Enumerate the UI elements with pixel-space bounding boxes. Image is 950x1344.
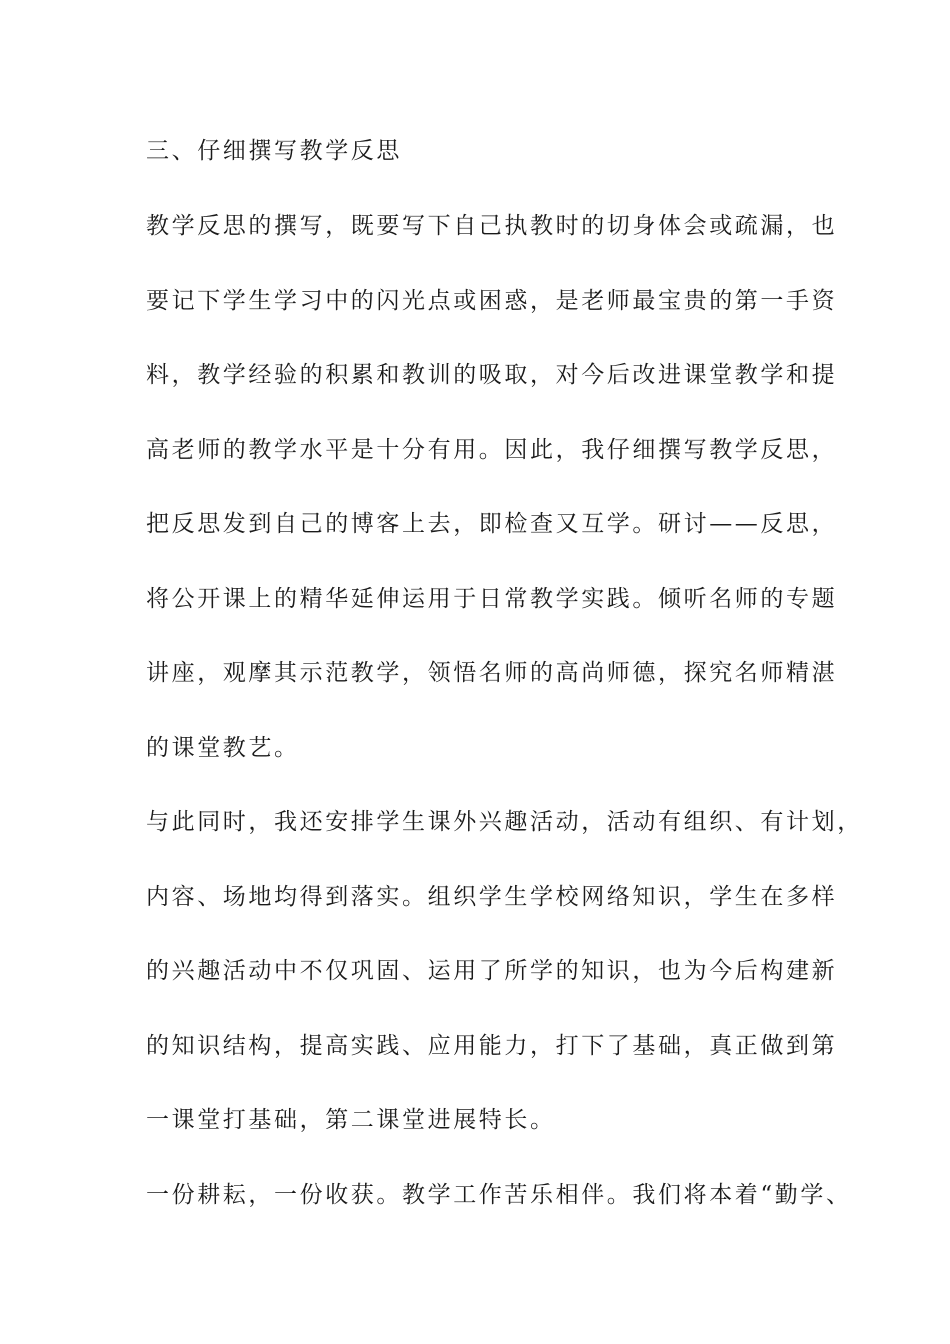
paragraph-line: 教学反思的撰写，既要写下自己执教时的切身体会或疏漏，也 — [146, 213, 838, 239]
paragraph-line: 一课堂打基础，第二课堂进展特长。 — [146, 1107, 556, 1133]
paragraph-line: 要记下学生学习中的闪光点或困惑，是老师最宝贵的第一手资 — [146, 288, 838, 314]
paragraph-line: 一份耕耘，一份收获。教学工作苦乐相伴。我们将本着“勤学、 — [146, 1182, 852, 1208]
paragraph-line: 将公开课上的精华延伸运用于日常教学实践。倾听名师的专题 — [146, 586, 838, 612]
section-heading: 三、仔细撰写教学反思 — [146, 138, 402, 164]
paragraph-line: 的课堂教艺。 — [146, 735, 300, 761]
paragraph-line: 的兴趣活动中不仅巩固、运用了所学的知识，也为今后构建新 — [146, 958, 838, 984]
paragraph-line: 把反思发到自己的博客上去，即检查又互学。研讨——反思， — [146, 511, 838, 537]
paragraph-line: 内容、场地均得到落实。组织学生学校网络知识，学生在多样 — [146, 884, 838, 910]
paragraph-line: 讲座，观摩其示范教学，领悟名师的高尚师德，探究名师精湛 — [146, 660, 838, 686]
paragraph-line: 与此同时，我还安排学生课外兴趣活动，活动有组织、有计划， — [146, 809, 863, 835]
paragraph-line: 高老师的教学水平是十分有用。因此，我仔细撰写教学反思， — [146, 437, 838, 463]
paragraph-line: 料，教学经验的积累和教训的吸取，对今后改进课堂教学和提 — [146, 362, 838, 388]
paragraph-line: 的知识结构，提高实践、应用能力，打下了基础，真正做到第 — [146, 1033, 838, 1059]
